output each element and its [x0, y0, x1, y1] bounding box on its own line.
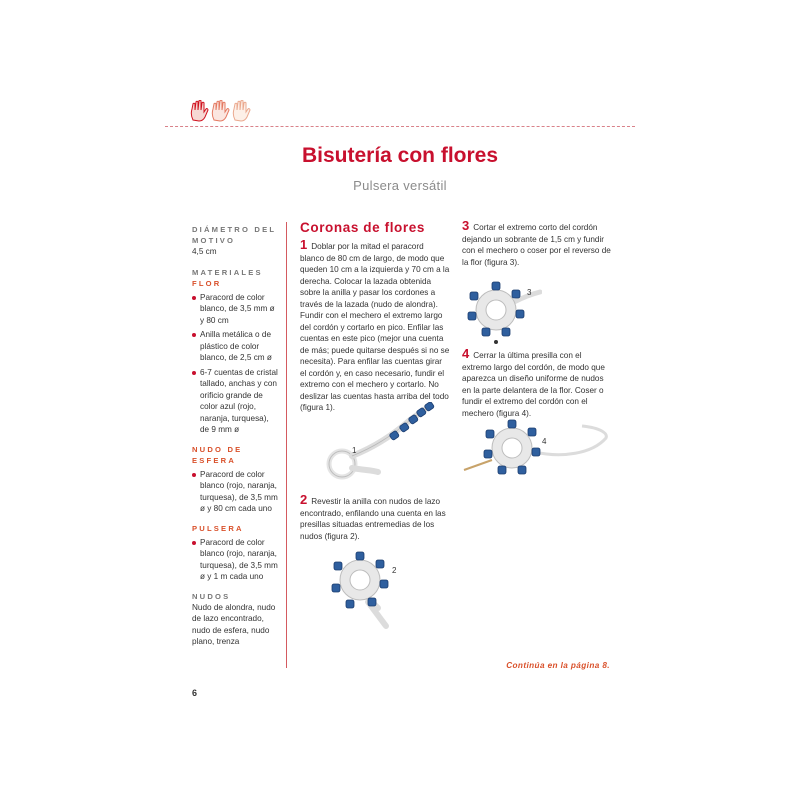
instructions-column-left-lower — [300, 494, 450, 542]
instructions-column-right — [462, 220, 612, 268]
bracelet-materials-list — [192, 537, 278, 583]
step-1 — [300, 239, 450, 414]
list-item: Paracord de color blanco (rojo, naranja, turquesa), de 3,5 mm ø y 80 cm cada uno — [192, 469, 278, 515]
step-2 — [300, 494, 450, 542]
hand-icon — [191, 100, 208, 121]
step-text: Doblar por la mitad el paracord blanco de 80 cm de largo, de modo que queden 10 cm a la izquierda y 70 cm a la derecha. Colocar la lazada obtenida sobre la anilla y pasar los cordones a través de la lazada (nudo de alondra). Fundir con el mechero el extremo largo del cordón y cortarlo en pico. Enfilar las cuentas en este pico (mejor una cuenta de más; puede quitarse después si no se necesita). Para enfilar las cuentas girar el cordón y, en caso necesario, fundir el extremo con el mechero y cortarlo. No deslizar las cuentas hasta arriba del todo (figura 1). — [300, 242, 450, 412]
flower-materials-list — [192, 292, 278, 436]
list-item: Paracord de color blanco (rojo, naranja, turquesa), de 3,5 mm ø y 1 m cada uno — [192, 537, 278, 583]
knots-heading: NUDOS — [192, 591, 231, 601]
figure-4-image — [462, 418, 612, 478]
instructions-column-right-lower — [462, 348, 612, 419]
step-number: 2 — [300, 492, 308, 507]
page-title: Bisutería con flores — [301, 144, 499, 167]
figure-1-label: 1 — [352, 446, 357, 455]
figure-1-image — [312, 402, 444, 482]
diameter-value: 4,5 cm — [192, 247, 217, 256]
flower-heading: FLOR — [192, 278, 222, 288]
section-title: Coronas de flores — [300, 220, 425, 235]
list-item: Paracord de color blanco, de 3,5 mm ø y 80 cm — [192, 292, 278, 327]
knots-value: Nudo de alondra, nudo de lazo encontrado, nudo de esfera, nudo plano, trenza — [192, 602, 276, 646]
column-divider — [286, 222, 287, 668]
page-subtitle: Pulsera versátil — [353, 178, 447, 193]
step-number: 3 — [462, 218, 470, 233]
continue-note: Continúa en la página 8. — [506, 661, 610, 670]
materials-sidebar — [192, 224, 278, 657]
list-item: 6-7 cuentas de cristal tallado, anchas y con orificio grande de color azul (rojo, naranja, turquesa), de 9 mm ø — [192, 367, 278, 436]
list-item: Anilla metálica o de plástico de color blanco, de 2,5 cm ø — [192, 329, 278, 364]
step-text: Cortar el extremo corto del cordón dejando un sobrante de 1,5 cm y fundir con el mechero o coser por el reverso de la flor (figura 3). — [462, 223, 611, 267]
header-dashed-rule — [165, 126, 635, 127]
sphere-knot-materials-list — [192, 469, 278, 515]
step-3 — [462, 220, 612, 268]
figure-2-label: 2 — [392, 566, 397, 575]
diameter-heading: DIÁMETRO DEL MOTIVO — [192, 225, 277, 245]
step-4 — [462, 348, 612, 419]
step-text: Cerrar la última presilla con el extremo largo del cordón, de modo que aparezca un diseño uniforme de nudos en la parte delantera de la flor. Coser o fundir el extremo del cordón con el mechero (figura 4). — [462, 351, 605, 418]
step-text: Revestir la anilla con nudos de lazo encontrado, enfilando una cuenta en las presillas situadas entremedias de los nudos (figura 2). — [300, 497, 446, 541]
materials-heading: MATERIALES — [192, 267, 263, 277]
figure-4-label: 4 — [542, 437, 547, 446]
step-number: 1 — [300, 237, 308, 252]
page-number: 6 — [192, 688, 198, 698]
hand-icon — [233, 100, 250, 121]
figure-2-image — [322, 546, 404, 632]
figure-3-label: 3 — [527, 288, 532, 297]
sphere-knot-heading: NUDO DE ESFERA — [192, 444, 243, 465]
bracelet-heading: PULSERA — [192, 523, 244, 533]
hand-icon — [212, 100, 229, 121]
step-number: 4 — [462, 346, 470, 361]
hands-logo — [189, 100, 251, 122]
instructions-column-left — [300, 220, 450, 414]
